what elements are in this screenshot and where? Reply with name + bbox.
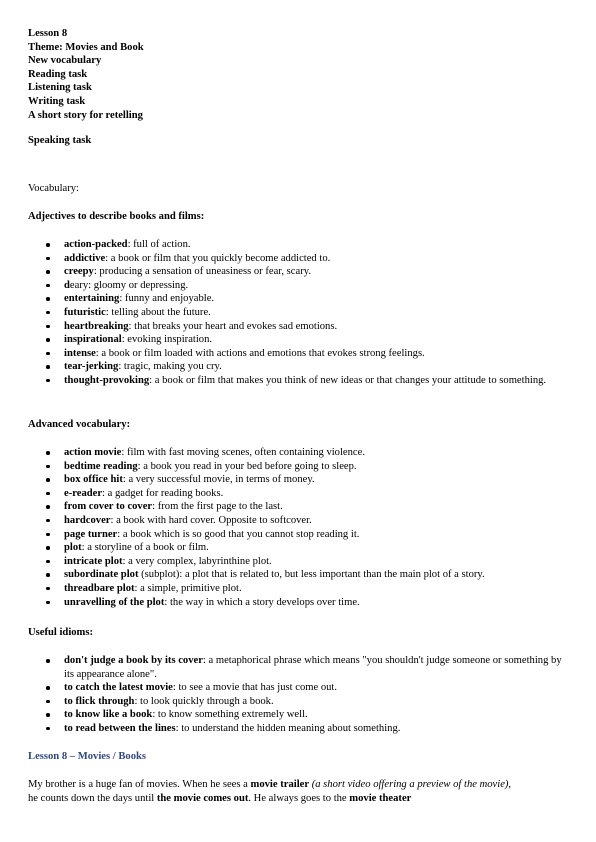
adjectives-heading: Adjectives to describe books and films: [28,211,205,222]
vocab-definition: : to look quickly through a book. [134,695,274,707]
lesson-theme: Theme: Movies and Book [28,41,144,53]
vocab-term: to flick through [64,695,135,707]
vocab-term: inspirational [64,334,122,346]
vocab-item [28,722,568,736]
vocab-item [28,568,568,582]
vocab-term: threadbare plot [64,582,135,594]
story-text-1: My brother is a huge fan of movies. When he sees a [28,779,251,790]
vocab-item [28,238,568,252]
vocab-term: subordinate plot [64,569,139,581]
vocabulary-label: Vocabulary: [28,183,79,194]
vocab-term: tear-jerking [64,361,119,373]
vocab-item [28,360,568,374]
vocab-item [28,541,568,555]
outline-reading-task: Reading task [28,68,88,80]
vocab-item [28,528,568,542]
vocab-item [28,654,568,681]
vocab-item [28,306,568,320]
lesson-header [28,27,144,122]
vocab-item [28,596,568,610]
story-text-3: . He always goes to the [248,792,350,804]
vocab-definition: : to know something extremely well. [152,709,308,721]
vocab-definition: : to understand the hidden meaning about something. [175,722,401,734]
vocab-item [28,582,568,596]
advanced-vocabulary-list [28,446,568,609]
vocab-term: futuristic [64,306,106,318]
vocab-definition: : full of action. [127,239,191,250]
vocab-term: don't judge a book by its cover [64,655,203,666]
story-term-movie-trailer: movie trailer [250,779,310,790]
vocab-definition: : producing a sensation of uneasiness or fear, scary. [93,266,311,278]
vocab-term: e-reader [64,487,103,499]
story-text-2: , he counts down the days until [28,779,512,804]
vocab-definition: : telling about the future. [105,306,211,318]
vocab-definition: : a gadget for reading books. [102,487,224,499]
vocab-term: addictive [64,252,106,264]
vocab-definition: : from the first page to the last. [152,501,283,513]
vocab-item [28,265,568,279]
story-trailer-definition: (a short video offering a preview of the movie) [309,779,509,790]
outline-speaking-task: Speaking task [28,135,92,146]
vocab-item [28,695,568,709]
vocab-item [28,252,568,266]
vocab-definition: : a book which is so good that you cannot stop reading it. [117,528,360,540]
vocab-term: to catch the latest movie [64,682,173,694]
vocab-item [28,374,568,388]
vocab-term: entertaining [64,293,120,305]
useful-idioms-list [28,654,568,736]
vocab-definition: : a book or film loaded with actions and emotions that evokes strong feelings. [95,347,425,359]
advanced-vocabulary-heading: Advanced vocabulary: [28,419,131,430]
vocab-definition: : a book you read in your bed before going to sleep. [137,460,357,472]
vocab-item [28,446,568,460]
vocab-item [28,473,568,487]
vocab-item [28,500,568,514]
vocab-definition: : a book or film that you quickly become addicted to. [105,252,331,264]
vocab-term: intricate plot [64,555,123,567]
vocab-definition: : a metaphorical phrase which means "you shouldn't judge someone or something by its appearance alone". [64,655,562,680]
vocab-item [28,555,568,569]
vocab-term: hardcover [64,514,111,526]
vocab-definition: : the way in which a story develops over time. [164,596,360,608]
outline-listening-task: Listening task [28,82,92,94]
outline-writing-task: Writing task [28,95,86,107]
lesson-section-title: Lesson 8 – Movies / Books [28,751,147,762]
vocab-definition: : a book with hard cover. Opposite to softcover. [110,514,312,526]
lesson-number: Lesson 8 [28,28,68,39]
story-paragraph [28,778,520,805]
adjectives-list [28,238,568,388]
vocab-term: heartbreaking [64,320,129,332]
vocab-term: to know like a book [64,709,153,721]
story-term-movie-comes-out: the movie comes out [156,792,249,804]
vocab-definition: : tragic, making you cry. [118,361,222,373]
vocab-definition: : funny and enjoyable. [119,293,215,305]
vocab-definition: : to see a movie that has just come out. [172,682,338,694]
vocab-item [28,320,568,334]
story-term-movie-theater: movie theater [349,792,412,804]
useful-idioms-heading: Useful idioms: [28,627,94,638]
outline-new-vocabulary: New vocabulary [28,55,102,67]
vocab-term: creepy [64,266,94,278]
vocab-definition: : a storyline of a book or film. [81,542,209,554]
vocab-term: plot [64,542,82,554]
vocab-definition: : a book or film that makes you think of new ideas or that changes your attitude to something. [149,374,547,386]
vocab-term: from cover to cover [64,501,153,513]
vocab-item [28,292,568,306]
outline-short-story: A short story for retelling [28,109,143,121]
vocab-term: intense [64,347,96,359]
vocab-term: page turner [64,528,118,540]
vocab-item [28,347,568,361]
vocab-item [28,681,568,695]
vocab-term: action-packed [64,239,128,250]
vocab-item [28,487,568,501]
vocab-term: bedtime reading [64,460,138,472]
vocab-item [28,279,568,293]
vocab-definition: (subplot): a plot that is related to, but less important than the main plot of a story. [138,569,485,581]
vocab-definition: : a simple, primitive plot. [134,582,242,594]
vocab-term: thought-provoking [64,374,150,386]
vocab-item [28,333,568,347]
vocab-item [28,460,568,474]
vocab-definition: : evoking inspiration. [121,334,213,346]
vocab-item [28,708,568,722]
vocab-term: to read between the lines [64,722,176,734]
vocab-definition: : film with fast moving scenes, often containing violence. [121,447,365,458]
vocab-definition: eary: gloomy or depressing. [69,279,189,291]
vocab-item [28,514,568,528]
vocab-term: d [64,279,70,291]
vocab-term: box office hit [64,474,123,486]
vocab-definition: : a very complex, labyrinthine plot. [122,555,272,567]
vocab-term: action movie [64,447,122,458]
vocab-definition: : a very successful movie, in terms of money. [122,474,315,486]
vocab-definition: : that breaks your heart and evokes sad emotions. [128,320,338,332]
vocab-term: unravelling of the plot [64,596,165,608]
